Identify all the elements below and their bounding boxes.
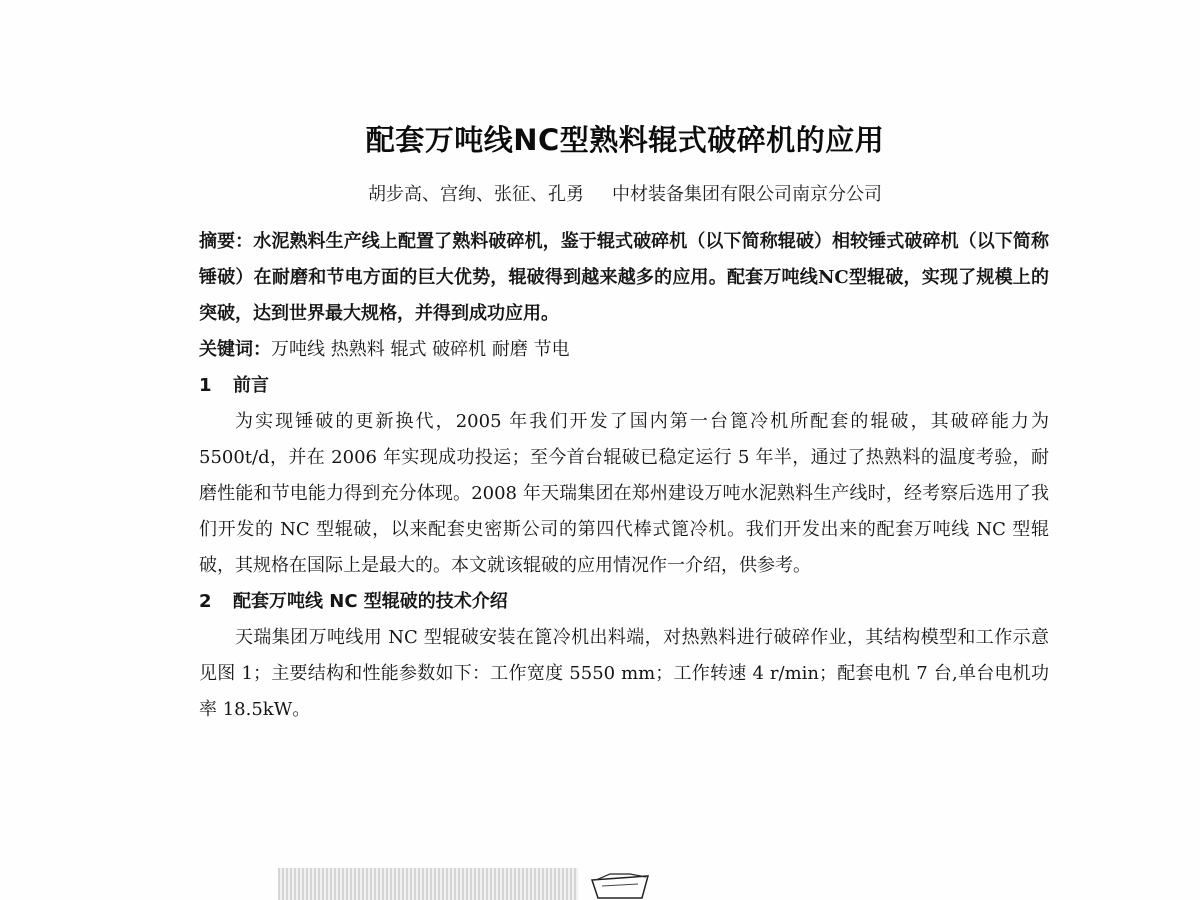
keywords-label: 关键词： [199, 339, 271, 360]
section-1-heading [199, 368, 1049, 404]
figure-1-photo [278, 868, 578, 900]
keywords-text: 万吨线 热熟料 辊式 破碎机 耐磨 节电 [271, 339, 570, 360]
section-1-paragraph: 为实现锤破的更新换代，2005 年我们开发了国内第一台篦冷机所配套的辊破，其破碎能力为 5500t/d，并在 2006 年实现成功投运；至今首台辊破已稳定运行 5 年半，通过了热熟料的温度考验，耐磨性能和节电能力得到充分体现。2008 年天瑞集团在郑州建设万吨水泥熟料生产线时，经考察后选用了我们开发的 NC 型辊破，以来配套史密斯公司的第四代棒式篦冷机。我们开发出来的配套万吨线 NC 型辊破，其规格在国际上是最大的。本文就该辊破的应用情况作一介绍，供参考。 [199, 411, 1049, 576]
section-2-title: 配套万吨线 NC 型辊破的技术介绍 [233, 591, 508, 612]
affiliation: 中材装备集团有限公司南京分公司 [612, 184, 882, 205]
section-2-paragraph: 天瑞集团万吨线用 NC 型辊破安装在篦冷机出料端，对热熟料进行破碎作业，其结构模型和工作示意见图 1；主要结构和性能参数如下：工作宽度 5550 mm；工作转速 4 r/min；配套电机 7 台,单台电机功率 18.5kW。 [199, 627, 1049, 720]
abstract-label: 摘要： [199, 231, 254, 252]
figure-1-model-sketch [590, 872, 652, 900]
paper-title: 配套万吨线NC型熟料辊式破碎机的应用 [365, 123, 885, 157]
author-line [0, 180, 1200, 206]
authors: 胡步高、宫绚、张征、孔勇 [368, 184, 584, 205]
abstract-text: 水泥熟料生产线上配置了熟料破碎机，鉴于辊式破碎机（以下简称辊破）相较锤式破碎机（以下简称锤破）在耐磨和节电方面的巨大优势，辊破得到越来越多的应用。配套万吨线NC型辊破，实现了规模上的突破，达到世界最大规格，并得到成功应用。 [199, 231, 1050, 324]
section-1-number: 1 [199, 375, 212, 396]
keywords [199, 332, 1049, 368]
section-2-number: 2 [199, 591, 212, 612]
section-2-heading [199, 584, 1049, 620]
abstract [199, 224, 1049, 332]
paper-body [199, 224, 1049, 728]
section-1-title: 前言 [233, 375, 269, 396]
